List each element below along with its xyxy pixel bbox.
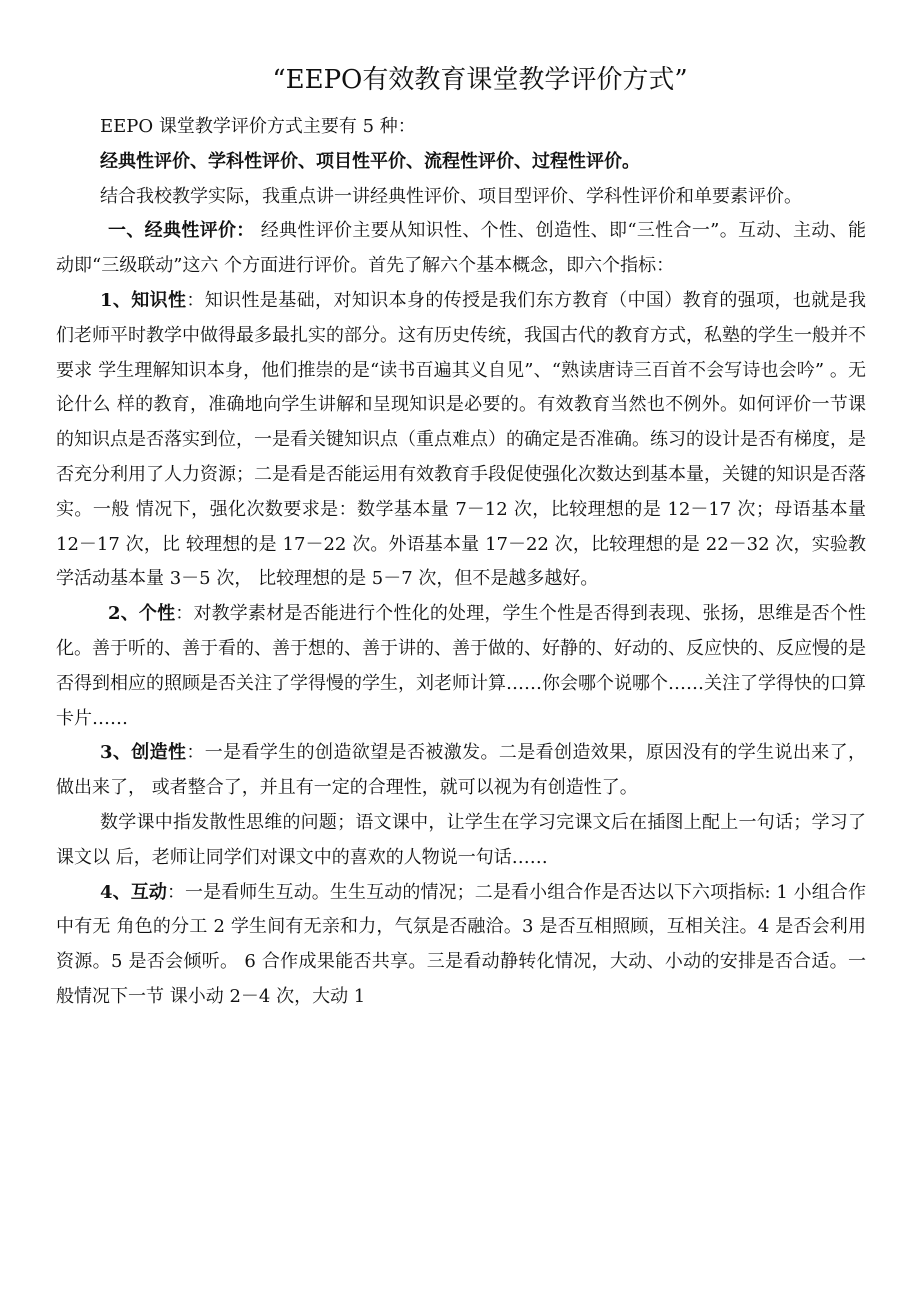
document-body xyxy=(56,110,866,1015)
item4-paragraph xyxy=(56,876,866,1015)
item1-text: ：知识性是基础，对知识本身的传授是我们东方教育（中国）教育的强项，也就是我们老师平时教学中做得最多最扎实的部分。这有历史传统，我国古代的教育方式，私塾的学生一般并不要求 学生理解知识本身，他们推崇的是“读书百遍其义自见”、“熟读唐诗三百首不会写诗也会吟” 。无论什么 样的教育，准确地向学生讲解和呈现知识是必要的。有效教育当然也不例外。如何评价一节课的知识点是否落实到位，一是看关键知识点（重点难点）的确定是否准确。练习的设计是否有梯度，是否充分利用了人力资源；二是看是否能运用有效教育手段促使强化次数达到基本量，关键的知识是否落实。一般 情况下，强化次数要求是：数学基本量 7－12 次，比较理想的是 12－17 次；母语基本量 12－17 次，比 较理想的是 17－22 次。外语基本量 17－22 次，比较理想的是 22－32 次，实验教学活动基本量 3－5 次， 比较理想的是 5－7 次，但不是越多越好。 xyxy=(56,289,867,590)
item4-label: 4、互动 xyxy=(100,881,167,903)
focus-paragraph: 结合我校教学实际，我重点讲一讲经典性评价、项目型评价、学科性评价和单要素评价。 xyxy=(100,185,802,207)
intro-paragraph: EEPO 课堂教学评价方式主要有 5 种： xyxy=(100,116,416,137)
item3-paragraph xyxy=(56,736,866,806)
item4-text: ：一是看师生互动。生生互动的情况；二是看小组合作是否达以下六项指标: 1 小组合作中有无 角色的分工 2 学生间有无亲和力，气氛是否融洽。3 是否互相照顾，互相关注。4 是否会利用资源。5 是否会倾听。 6 合作成果能否共享。三是看动静转化情况，大动、小动的安排是否合适。一般情况下一节 课小动 2－4 次，大动 1 xyxy=(56,881,866,1007)
item3-label: 3、创造性 xyxy=(100,742,187,764)
evaluation-types: 经典性评价、学科性评价、项目性平价、流程性评价、过程性评价。 xyxy=(100,150,640,172)
item1-paragraph xyxy=(56,284,866,597)
item2-text: ：对教学素材是否能进行个性化的处理，学生个性是否得到表现、张扬，思维是否个性化。善于听的、善于看的、善于想的、善于讲的、善于做的、好静的、好动的、反应快的、反应慢的是否得到相应的照顾是否关注了学得慢的学生，刘老师计算……你会哪个说哪个……关注了学得快的口算卡片…… xyxy=(56,603,867,729)
section1-paragraph xyxy=(56,214,866,284)
item2-label: 2、个性 xyxy=(108,603,176,625)
section1-heading: 一、经典性评价： xyxy=(108,220,255,242)
item3-example-paragraph: 数学课中指发散性思维的问题；语文课中，让学生在学习完课文后在插图上配上一句话；学习了课文以 后，老师让同学们对课文中的喜欢的人物说一句话…… xyxy=(56,811,866,868)
item3-text: ：一是看学生的创造欲望是否被激发。二是看创造效果，原因没有的学生说出来了，做出来了， 或者整合了，并且有一定的合理性，就可以视为有创造性了。 xyxy=(56,742,867,799)
document-title: “EEPO有效教育课堂教学评价方式” xyxy=(272,65,688,95)
item2-paragraph xyxy=(56,597,866,736)
section1-text: 经典性评价主要从知识性、个性、创造性、即“三性合一”。互动、主动、能动即“三级联动”这六 个方面进行评价。首先了解六个基本概念，即六个指标： xyxy=(56,220,867,277)
item1-label: 1、知识性 xyxy=(100,289,187,311)
